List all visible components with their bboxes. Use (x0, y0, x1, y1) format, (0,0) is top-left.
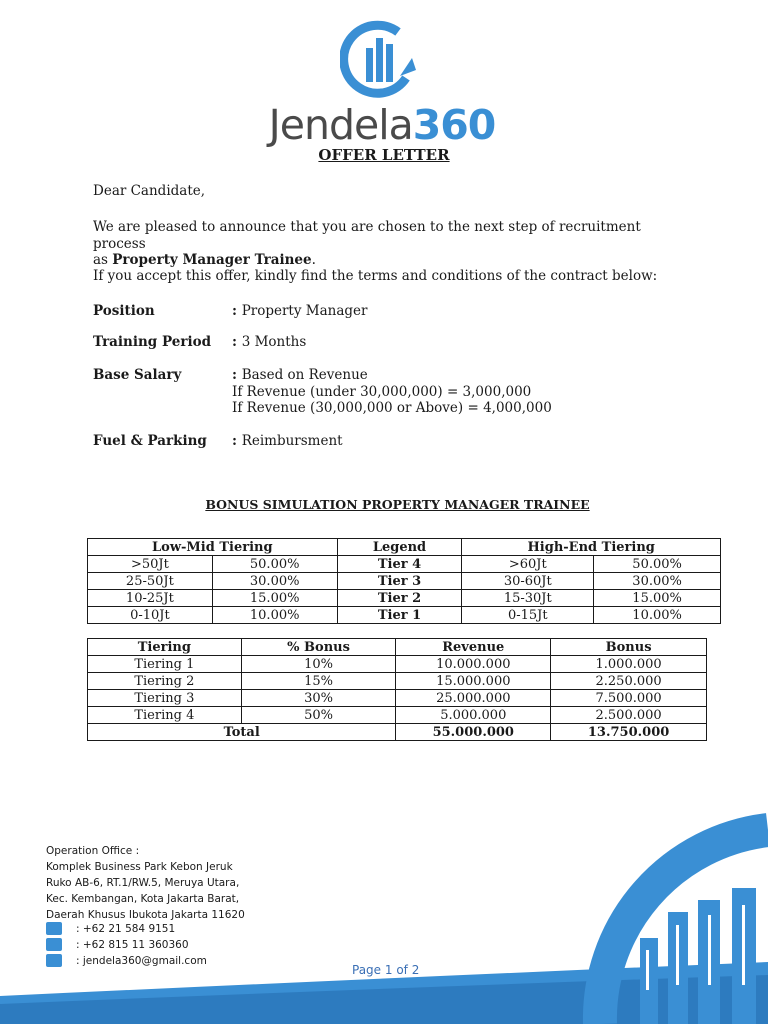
table-header: Revenue (396, 639, 551, 656)
page-number: Page 1 of 2 (352, 963, 420, 977)
office-address (46, 843, 245, 923)
position-label: Position (93, 303, 155, 319)
training-value: : 3 Months (232, 334, 307, 350)
table-row: 25-50Jt 30.00% Tier 3 30-60Jt 30.00% (88, 573, 721, 590)
intro-line: as Property Manager Trainee. (93, 252, 316, 268)
table-row: >50Jt 50.00% Tier 4 >60Jt 50.00% (88, 556, 721, 573)
phone-icon (46, 922, 62, 935)
greeting: Dear Candidate, (93, 183, 206, 199)
table-header: Tiering (88, 639, 242, 656)
table-header: Legend (337, 539, 462, 556)
salary-value: : Based on Revenue If Revenue (under 30,000,000) = 3,000,000 If Revenue (30,000,000 or Above) = 4,000,000 (232, 367, 552, 416)
mobile-icon (46, 938, 62, 951)
table-row: Tiering 1 10% 10.000.000 1.000.000 (88, 656, 707, 673)
address-line: Komplek Business Park Kebon Jeruk (46, 861, 233, 873)
table-row: Tiering 2 15% 15.000.000 2.250.000 (88, 673, 707, 690)
position-value: : Property Manager (232, 303, 368, 319)
simulation-title: BONUS SIMULATION PROPERTY MANAGER TRAINEE (205, 497, 590, 512)
table-row: Tiering 4 50% 5.000.000 2.500.000 (88, 707, 707, 724)
table-header: % Bonus (241, 639, 396, 656)
address-line: Daerah Khusus Ibukota Jakarta 11620 (46, 909, 245, 921)
role-name: Property Manager Trainee (112, 252, 312, 268)
intro-line: We are pleased to announce that you are chosen to the next step of recruitment process (93, 219, 641, 252)
fuel-label: Fuel & Parking (93, 433, 207, 449)
table-row: 0-10Jt 10.00% Tier 1 0-15Jt 10.00% (88, 607, 721, 624)
total-row: Total 55.000.000 13.750.000 (88, 724, 707, 741)
contact-phone: : +62 21 584 9151 (46, 922, 175, 935)
table-row: 10-25Jt 15.00% Tier 2 15-30Jt 15.00% (88, 590, 721, 607)
page-title: OFFER LETTER (318, 146, 450, 164)
accept-paragraph: If you accept this offer, kindly find the terms and conditions of the contract below: (93, 268, 658, 284)
fuel-value: : Reimbursment (232, 433, 343, 449)
table-header: Low-Mid Tiering (88, 539, 338, 556)
table-header: Bonus (551, 639, 707, 656)
table-row: Tiering 3 30% 25.000.000 7.500.000 (88, 690, 707, 707)
address-line: Kec. Kembangan, Kota Jakarta Barat, (46, 893, 240, 905)
contact-mobile: : +62 815 11 360360 (46, 938, 189, 951)
contact-email: : jendela360@gmail.com (46, 954, 207, 967)
table-header: High-End Tiering (462, 539, 721, 556)
email-icon (46, 954, 62, 967)
address-line: Ruko AB-6, RT.1/RW.5, Meruya Utara, (46, 877, 240, 889)
salary-label: Base Salary (93, 367, 182, 383)
training-label: Training Period (93, 334, 212, 350)
address-line: Operation Office : (46, 845, 140, 857)
brand-name: Jendela360 (268, 101, 496, 149)
